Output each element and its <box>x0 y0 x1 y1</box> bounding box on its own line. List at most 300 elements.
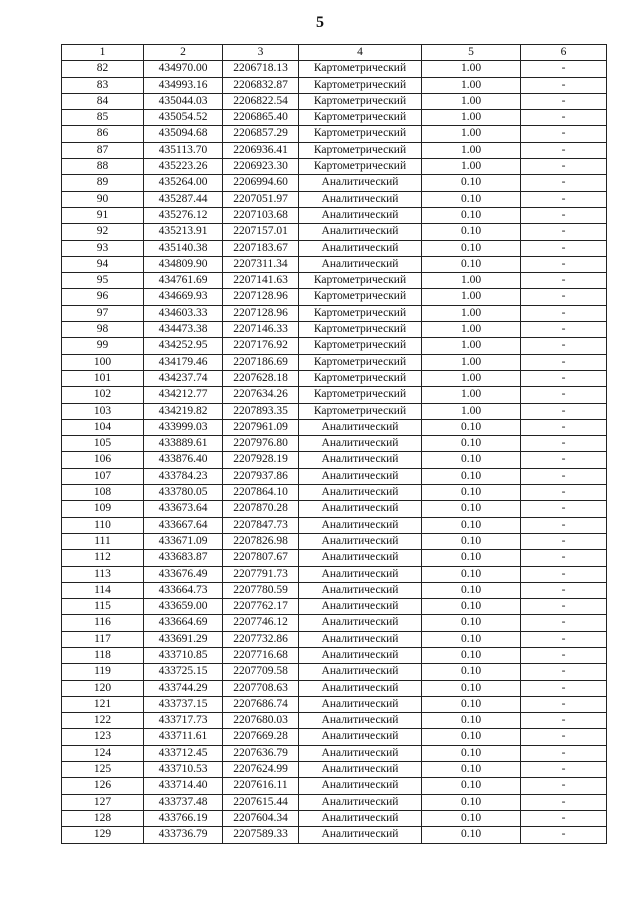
y-coordinate-cell: 2206832.87 <box>223 77 299 93</box>
note-cell: - <box>521 338 607 354</box>
x-coordinate-cell: 433664.73 <box>144 582 223 598</box>
accuracy-cell: 0.10 <box>422 599 521 615</box>
table-row <box>62 647 607 663</box>
point-number-cell: 127 <box>62 794 144 810</box>
accuracy-cell: 1.00 <box>422 273 521 289</box>
table-row <box>62 745 607 761</box>
table-row <box>62 599 607 615</box>
method-cell: Аналитический <box>299 175 422 191</box>
point-number-cell: 91 <box>62 207 144 223</box>
x-coordinate-cell: 433673.64 <box>144 501 223 517</box>
point-number-cell: 107 <box>62 468 144 484</box>
x-coordinate-cell: 433659.00 <box>144 599 223 615</box>
table-row <box>62 93 607 109</box>
accuracy-cell: 0.10 <box>422 762 521 778</box>
y-coordinate-cell: 2206923.30 <box>223 159 299 175</box>
accuracy-cell: 0.10 <box>422 745 521 761</box>
column-header: 5 <box>422 45 521 61</box>
table-row <box>62 207 607 223</box>
y-coordinate-cell: 2207893.35 <box>223 403 299 419</box>
accuracy-cell: 0.10 <box>422 191 521 207</box>
accuracy-cell: 0.10 <box>422 224 521 240</box>
method-cell: Аналитический <box>299 550 422 566</box>
x-coordinate-cell: 434212.77 <box>144 387 223 403</box>
method-cell: Картометрический <box>299 403 422 419</box>
note-cell: - <box>521 436 607 452</box>
table-row <box>62 338 607 354</box>
x-coordinate-cell: 434179.46 <box>144 354 223 370</box>
point-number-cell: 129 <box>62 827 144 843</box>
accuracy-cell: 0.10 <box>422 175 521 191</box>
note-cell: - <box>521 615 607 631</box>
accuracy-cell: 1.00 <box>422 61 521 77</box>
y-coordinate-cell: 2207680.03 <box>223 713 299 729</box>
x-coordinate-cell: 434252.95 <box>144 338 223 354</box>
note-cell: - <box>521 403 607 419</box>
y-coordinate-cell: 2206718.13 <box>223 61 299 77</box>
accuracy-cell: 1.00 <box>422 159 521 175</box>
x-coordinate-cell: 434809.90 <box>144 256 223 272</box>
x-coordinate-cell: 435213.91 <box>144 224 223 240</box>
x-coordinate-cell: 433737.48 <box>144 794 223 810</box>
x-coordinate-cell: 435094.68 <box>144 126 223 142</box>
table-row <box>62 77 607 93</box>
point-number-cell: 83 <box>62 77 144 93</box>
accuracy-cell: 0.10 <box>422 566 521 582</box>
table-row <box>62 142 607 158</box>
method-cell: Картометрический <box>299 93 422 109</box>
point-number-cell: 82 <box>62 61 144 77</box>
method-cell: Картометрический <box>299 159 422 175</box>
y-coordinate-cell: 2207628.18 <box>223 370 299 386</box>
method-cell: Аналитический <box>299 517 422 533</box>
x-coordinate-cell: 433736.79 <box>144 827 223 843</box>
x-coordinate-cell: 433780.05 <box>144 485 223 501</box>
x-coordinate-cell: 433717.73 <box>144 713 223 729</box>
y-coordinate-cell: 2207176.92 <box>223 338 299 354</box>
method-cell: Аналитический <box>299 631 422 647</box>
table-row <box>62 827 607 843</box>
x-coordinate-cell: 433766.19 <box>144 810 223 826</box>
table-row <box>62 713 607 729</box>
point-number-cell: 87 <box>62 142 144 158</box>
note-cell: - <box>521 126 607 142</box>
point-number-cell: 114 <box>62 582 144 598</box>
accuracy-cell: 0.10 <box>422 631 521 647</box>
table-row <box>62 810 607 826</box>
table-body <box>62 61 607 843</box>
method-cell: Картометрический <box>299 289 422 305</box>
method-cell: Картометрический <box>299 387 422 403</box>
y-coordinate-cell: 2207928.19 <box>223 452 299 468</box>
table-row <box>62 794 607 810</box>
accuracy-cell: 0.10 <box>422 501 521 517</box>
table-row <box>62 159 607 175</box>
note-cell: - <box>521 159 607 175</box>
x-coordinate-cell: 433876.40 <box>144 452 223 468</box>
note-cell: - <box>521 485 607 501</box>
column-header: 3 <box>223 45 299 61</box>
note-cell: - <box>521 631 607 647</box>
note-cell: - <box>521 191 607 207</box>
y-coordinate-cell: 2206936.41 <box>223 142 299 158</box>
accuracy-cell: 0.10 <box>422 810 521 826</box>
method-cell: Картометрический <box>299 77 422 93</box>
x-coordinate-cell: 433710.85 <box>144 647 223 663</box>
accuracy-cell: 0.10 <box>422 647 521 663</box>
table-row <box>62 566 607 582</box>
x-coordinate-cell: 433691.29 <box>144 631 223 647</box>
method-cell: Аналитический <box>299 191 422 207</box>
note-cell: - <box>521 224 607 240</box>
table-row <box>62 533 607 549</box>
method-cell: Картометрический <box>299 110 422 126</box>
table-row <box>62 322 607 338</box>
note-cell: - <box>521 256 607 272</box>
accuracy-cell: 0.10 <box>422 436 521 452</box>
note-cell: - <box>521 566 607 582</box>
x-coordinate-cell: 433712.45 <box>144 745 223 761</box>
method-cell: Аналитический <box>299 436 422 452</box>
table-row <box>62 664 607 680</box>
y-coordinate-cell: 2207791.73 <box>223 566 299 582</box>
table-row <box>62 631 607 647</box>
y-coordinate-cell: 2207604.34 <box>223 810 299 826</box>
y-coordinate-cell: 2207634.26 <box>223 387 299 403</box>
accuracy-cell: 0.10 <box>422 664 521 680</box>
table-header-row <box>62 45 607 61</box>
point-number-cell: 120 <box>62 680 144 696</box>
x-coordinate-cell: 435287.44 <box>144 191 223 207</box>
method-cell: Аналитический <box>299 240 422 256</box>
y-coordinate-cell: 2207616.11 <box>223 778 299 794</box>
y-coordinate-cell: 2207807.67 <box>223 550 299 566</box>
x-coordinate-cell: 433664.69 <box>144 615 223 631</box>
note-cell: - <box>521 93 607 109</box>
note-cell: - <box>521 305 607 321</box>
method-cell: Картометрический <box>299 273 422 289</box>
x-coordinate-cell: 434761.69 <box>144 273 223 289</box>
method-cell: Аналитический <box>299 501 422 517</box>
y-coordinate-cell: 2207636.79 <box>223 745 299 761</box>
accuracy-cell: 0.10 <box>422 827 521 843</box>
method-cell: Аналитический <box>299 729 422 745</box>
point-number-cell: 122 <box>62 713 144 729</box>
note-cell: - <box>521 322 607 338</box>
accuracy-cell: 0.10 <box>422 240 521 256</box>
table-row <box>62 370 607 386</box>
method-cell: Аналитический <box>299 647 422 663</box>
x-coordinate-cell: 435113.70 <box>144 142 223 158</box>
table-row <box>62 615 607 631</box>
method-cell: Аналитический <box>299 452 422 468</box>
method-cell: Картометрический <box>299 338 422 354</box>
x-coordinate-cell: 433710.53 <box>144 762 223 778</box>
page-number: 5 <box>316 14 324 31</box>
column-header: 4 <box>299 45 422 61</box>
y-coordinate-cell: 2207937.86 <box>223 468 299 484</box>
accuracy-cell: 1.00 <box>422 403 521 419</box>
accuracy-cell: 1.00 <box>422 354 521 370</box>
x-coordinate-cell: 435140.38 <box>144 240 223 256</box>
table-row <box>62 517 607 533</box>
table-row <box>62 403 607 419</box>
table-row <box>62 778 607 794</box>
y-coordinate-cell: 2207103.68 <box>223 207 299 223</box>
method-cell: Аналитический <box>299 485 422 501</box>
note-cell: - <box>521 354 607 370</box>
table-row <box>62 419 607 435</box>
note-cell: - <box>521 582 607 598</box>
y-coordinate-cell: 2207870.28 <box>223 501 299 517</box>
point-number-cell: 100 <box>62 354 144 370</box>
point-number-cell: 113 <box>62 566 144 582</box>
point-number-cell: 89 <box>62 175 144 191</box>
method-cell: Аналитический <box>299 566 422 582</box>
method-cell: Картометрический <box>299 305 422 321</box>
table-row <box>62 387 607 403</box>
y-coordinate-cell: 2206857.29 <box>223 126 299 142</box>
note-cell: - <box>521 419 607 435</box>
table-row <box>62 452 607 468</box>
point-number-cell: 95 <box>62 273 144 289</box>
x-coordinate-cell: 434669.93 <box>144 289 223 305</box>
y-coordinate-cell: 2207716.68 <box>223 647 299 663</box>
y-coordinate-cell: 2207146.33 <box>223 322 299 338</box>
accuracy-cell: 0.10 <box>422 517 521 533</box>
point-number-cell: 93 <box>62 240 144 256</box>
point-number-cell: 118 <box>62 647 144 663</box>
note-cell: - <box>521 207 607 223</box>
accuracy-cell: 0.10 <box>422 713 521 729</box>
note-cell: - <box>521 794 607 810</box>
x-coordinate-cell: 433889.61 <box>144 436 223 452</box>
x-coordinate-cell: 435223.26 <box>144 159 223 175</box>
point-number-cell: 101 <box>62 370 144 386</box>
x-coordinate-cell: 434473.38 <box>144 322 223 338</box>
accuracy-cell: 1.00 <box>422 370 521 386</box>
y-coordinate-cell: 2207128.96 <box>223 289 299 305</box>
point-number-cell: 124 <box>62 745 144 761</box>
point-number-cell: 96 <box>62 289 144 305</box>
note-cell: - <box>521 77 607 93</box>
accuracy-cell: 0.10 <box>422 615 521 631</box>
point-number-cell: 115 <box>62 599 144 615</box>
point-number-cell: 98 <box>62 322 144 338</box>
method-cell: Аналитический <box>299 794 422 810</box>
note-cell: - <box>521 664 607 680</box>
y-coordinate-cell: 2207157.01 <box>223 224 299 240</box>
table-row <box>62 191 607 207</box>
accuracy-cell: 1.00 <box>422 126 521 142</box>
method-cell: Аналитический <box>299 599 422 615</box>
method-cell: Аналитический <box>299 256 422 272</box>
point-number-cell: 117 <box>62 631 144 647</box>
x-coordinate-cell: 434237.74 <box>144 370 223 386</box>
x-coordinate-cell: 435276.12 <box>144 207 223 223</box>
y-coordinate-cell: 2207746.12 <box>223 615 299 631</box>
y-coordinate-cell: 2207128.96 <box>223 305 299 321</box>
accuracy-cell: 0.10 <box>422 452 521 468</box>
accuracy-cell: 0.10 <box>422 550 521 566</box>
x-coordinate-cell: 434603.33 <box>144 305 223 321</box>
table-row <box>62 729 607 745</box>
note-cell: - <box>521 387 607 403</box>
accuracy-cell: 0.10 <box>422 582 521 598</box>
x-coordinate-cell: 433725.15 <box>144 664 223 680</box>
note-cell: - <box>521 452 607 468</box>
point-number-cell: 99 <box>62 338 144 354</box>
y-coordinate-cell: 2207186.69 <box>223 354 299 370</box>
y-coordinate-cell: 2207780.59 <box>223 582 299 598</box>
note-cell: - <box>521 647 607 663</box>
y-coordinate-cell: 2207976.80 <box>223 436 299 452</box>
method-cell: Картометрический <box>299 61 422 77</box>
point-number-cell: 126 <box>62 778 144 794</box>
accuracy-cell: 0.10 <box>422 485 521 501</box>
y-coordinate-cell: 2207669.28 <box>223 729 299 745</box>
note-cell: - <box>521 696 607 712</box>
table-row <box>62 305 607 321</box>
table-row <box>62 436 607 452</box>
method-cell: Аналитический <box>299 713 422 729</box>
x-coordinate-cell: 433784.23 <box>144 468 223 484</box>
y-coordinate-cell: 2207183.67 <box>223 240 299 256</box>
note-cell: - <box>521 175 607 191</box>
note-cell: - <box>521 680 607 696</box>
method-cell: Картометрический <box>299 354 422 370</box>
accuracy-cell: 1.00 <box>422 322 521 338</box>
note-cell: - <box>521 110 607 126</box>
point-number-cell: 123 <box>62 729 144 745</box>
point-number-cell: 84 <box>62 93 144 109</box>
accuracy-cell: 0.10 <box>422 696 521 712</box>
x-coordinate-cell: 433737.15 <box>144 696 223 712</box>
x-coordinate-cell: 433671.09 <box>144 533 223 549</box>
method-cell: Аналитический <box>299 207 422 223</box>
table-row <box>62 550 607 566</box>
note-cell: - <box>521 729 607 745</box>
point-number-cell: 106 <box>62 452 144 468</box>
accuracy-cell: 0.10 <box>422 778 521 794</box>
y-coordinate-cell: 2207589.33 <box>223 827 299 843</box>
method-cell: Картометрический <box>299 322 422 338</box>
method-cell: Аналитический <box>299 778 422 794</box>
x-coordinate-cell: 434993.16 <box>144 77 223 93</box>
note-cell: - <box>521 713 607 729</box>
note-cell: - <box>521 370 607 386</box>
point-number-cell: 125 <box>62 762 144 778</box>
point-number-cell: 108 <box>62 485 144 501</box>
table-row <box>62 485 607 501</box>
x-coordinate-cell: 435264.00 <box>144 175 223 191</box>
y-coordinate-cell: 2207051.97 <box>223 191 299 207</box>
y-coordinate-cell: 2207826.98 <box>223 533 299 549</box>
method-cell: Аналитический <box>299 762 422 778</box>
note-cell: - <box>521 550 607 566</box>
note-cell: - <box>521 517 607 533</box>
x-coordinate-cell: 434970.00 <box>144 61 223 77</box>
x-coordinate-cell: 433683.87 <box>144 550 223 566</box>
accuracy-cell: 0.10 <box>422 533 521 549</box>
method-cell: Аналитический <box>299 827 422 843</box>
point-number-cell: 104 <box>62 419 144 435</box>
method-cell: Аналитический <box>299 615 422 631</box>
column-header: 1 <box>62 45 144 61</box>
point-number-cell: 105 <box>62 436 144 452</box>
table-row <box>62 762 607 778</box>
table-row <box>62 680 607 696</box>
x-coordinate-cell: 434219.82 <box>144 403 223 419</box>
point-number-cell: 109 <box>62 501 144 517</box>
y-coordinate-cell: 2207311.34 <box>223 256 299 272</box>
note-cell: - <box>521 142 607 158</box>
note-cell: - <box>521 827 607 843</box>
y-coordinate-cell: 2207864.10 <box>223 485 299 501</box>
column-header: 2 <box>144 45 223 61</box>
point-number-cell: 85 <box>62 110 144 126</box>
y-coordinate-cell: 2207709.58 <box>223 664 299 680</box>
point-number-cell: 94 <box>62 256 144 272</box>
method-cell: Аналитический <box>299 468 422 484</box>
x-coordinate-cell: 433667.64 <box>144 517 223 533</box>
accuracy-cell: 0.10 <box>422 680 521 696</box>
method-cell: Аналитический <box>299 224 422 240</box>
accuracy-cell: 0.10 <box>422 794 521 810</box>
y-coordinate-cell: 2207961.09 <box>223 419 299 435</box>
table-row <box>62 501 607 517</box>
accuracy-cell: 0.10 <box>422 207 521 223</box>
table-row <box>62 110 607 126</box>
table-row <box>62 354 607 370</box>
x-coordinate-cell: 433999.03 <box>144 419 223 435</box>
accuracy-cell: 0.10 <box>422 468 521 484</box>
note-cell: - <box>521 289 607 305</box>
point-number-cell: 86 <box>62 126 144 142</box>
table-row <box>62 256 607 272</box>
table-row <box>62 240 607 256</box>
accuracy-cell: 1.00 <box>422 93 521 109</box>
y-coordinate-cell: 2206994.60 <box>223 175 299 191</box>
point-number-cell: 112 <box>62 550 144 566</box>
point-number-cell: 97 <box>62 305 144 321</box>
table-row <box>62 289 607 305</box>
accuracy-cell: 1.00 <box>422 305 521 321</box>
note-cell: - <box>521 778 607 794</box>
accuracy-cell: 0.10 <box>422 256 521 272</box>
x-coordinate-cell: 435054.52 <box>144 110 223 126</box>
note-cell: - <box>521 762 607 778</box>
table-row <box>62 126 607 142</box>
y-coordinate-cell: 2207624.99 <box>223 762 299 778</box>
x-coordinate-cell: 433711.61 <box>144 729 223 745</box>
y-coordinate-cell: 2207762.17 <box>223 599 299 615</box>
method-cell: Аналитический <box>299 680 422 696</box>
y-coordinate-cell: 2206865.40 <box>223 110 299 126</box>
y-coordinate-cell: 2207686.74 <box>223 696 299 712</box>
method-cell: Аналитический <box>299 419 422 435</box>
y-coordinate-cell: 2207141.63 <box>223 273 299 289</box>
accuracy-cell: 1.00 <box>422 387 521 403</box>
note-cell: - <box>521 273 607 289</box>
y-coordinate-cell: 2207847.73 <box>223 517 299 533</box>
note-cell: - <box>521 468 607 484</box>
point-number-cell: 92 <box>62 224 144 240</box>
x-coordinate-cell: 433676.49 <box>144 566 223 582</box>
point-number-cell: 90 <box>62 191 144 207</box>
point-number-cell: 111 <box>62 533 144 549</box>
note-cell: - <box>521 599 607 615</box>
